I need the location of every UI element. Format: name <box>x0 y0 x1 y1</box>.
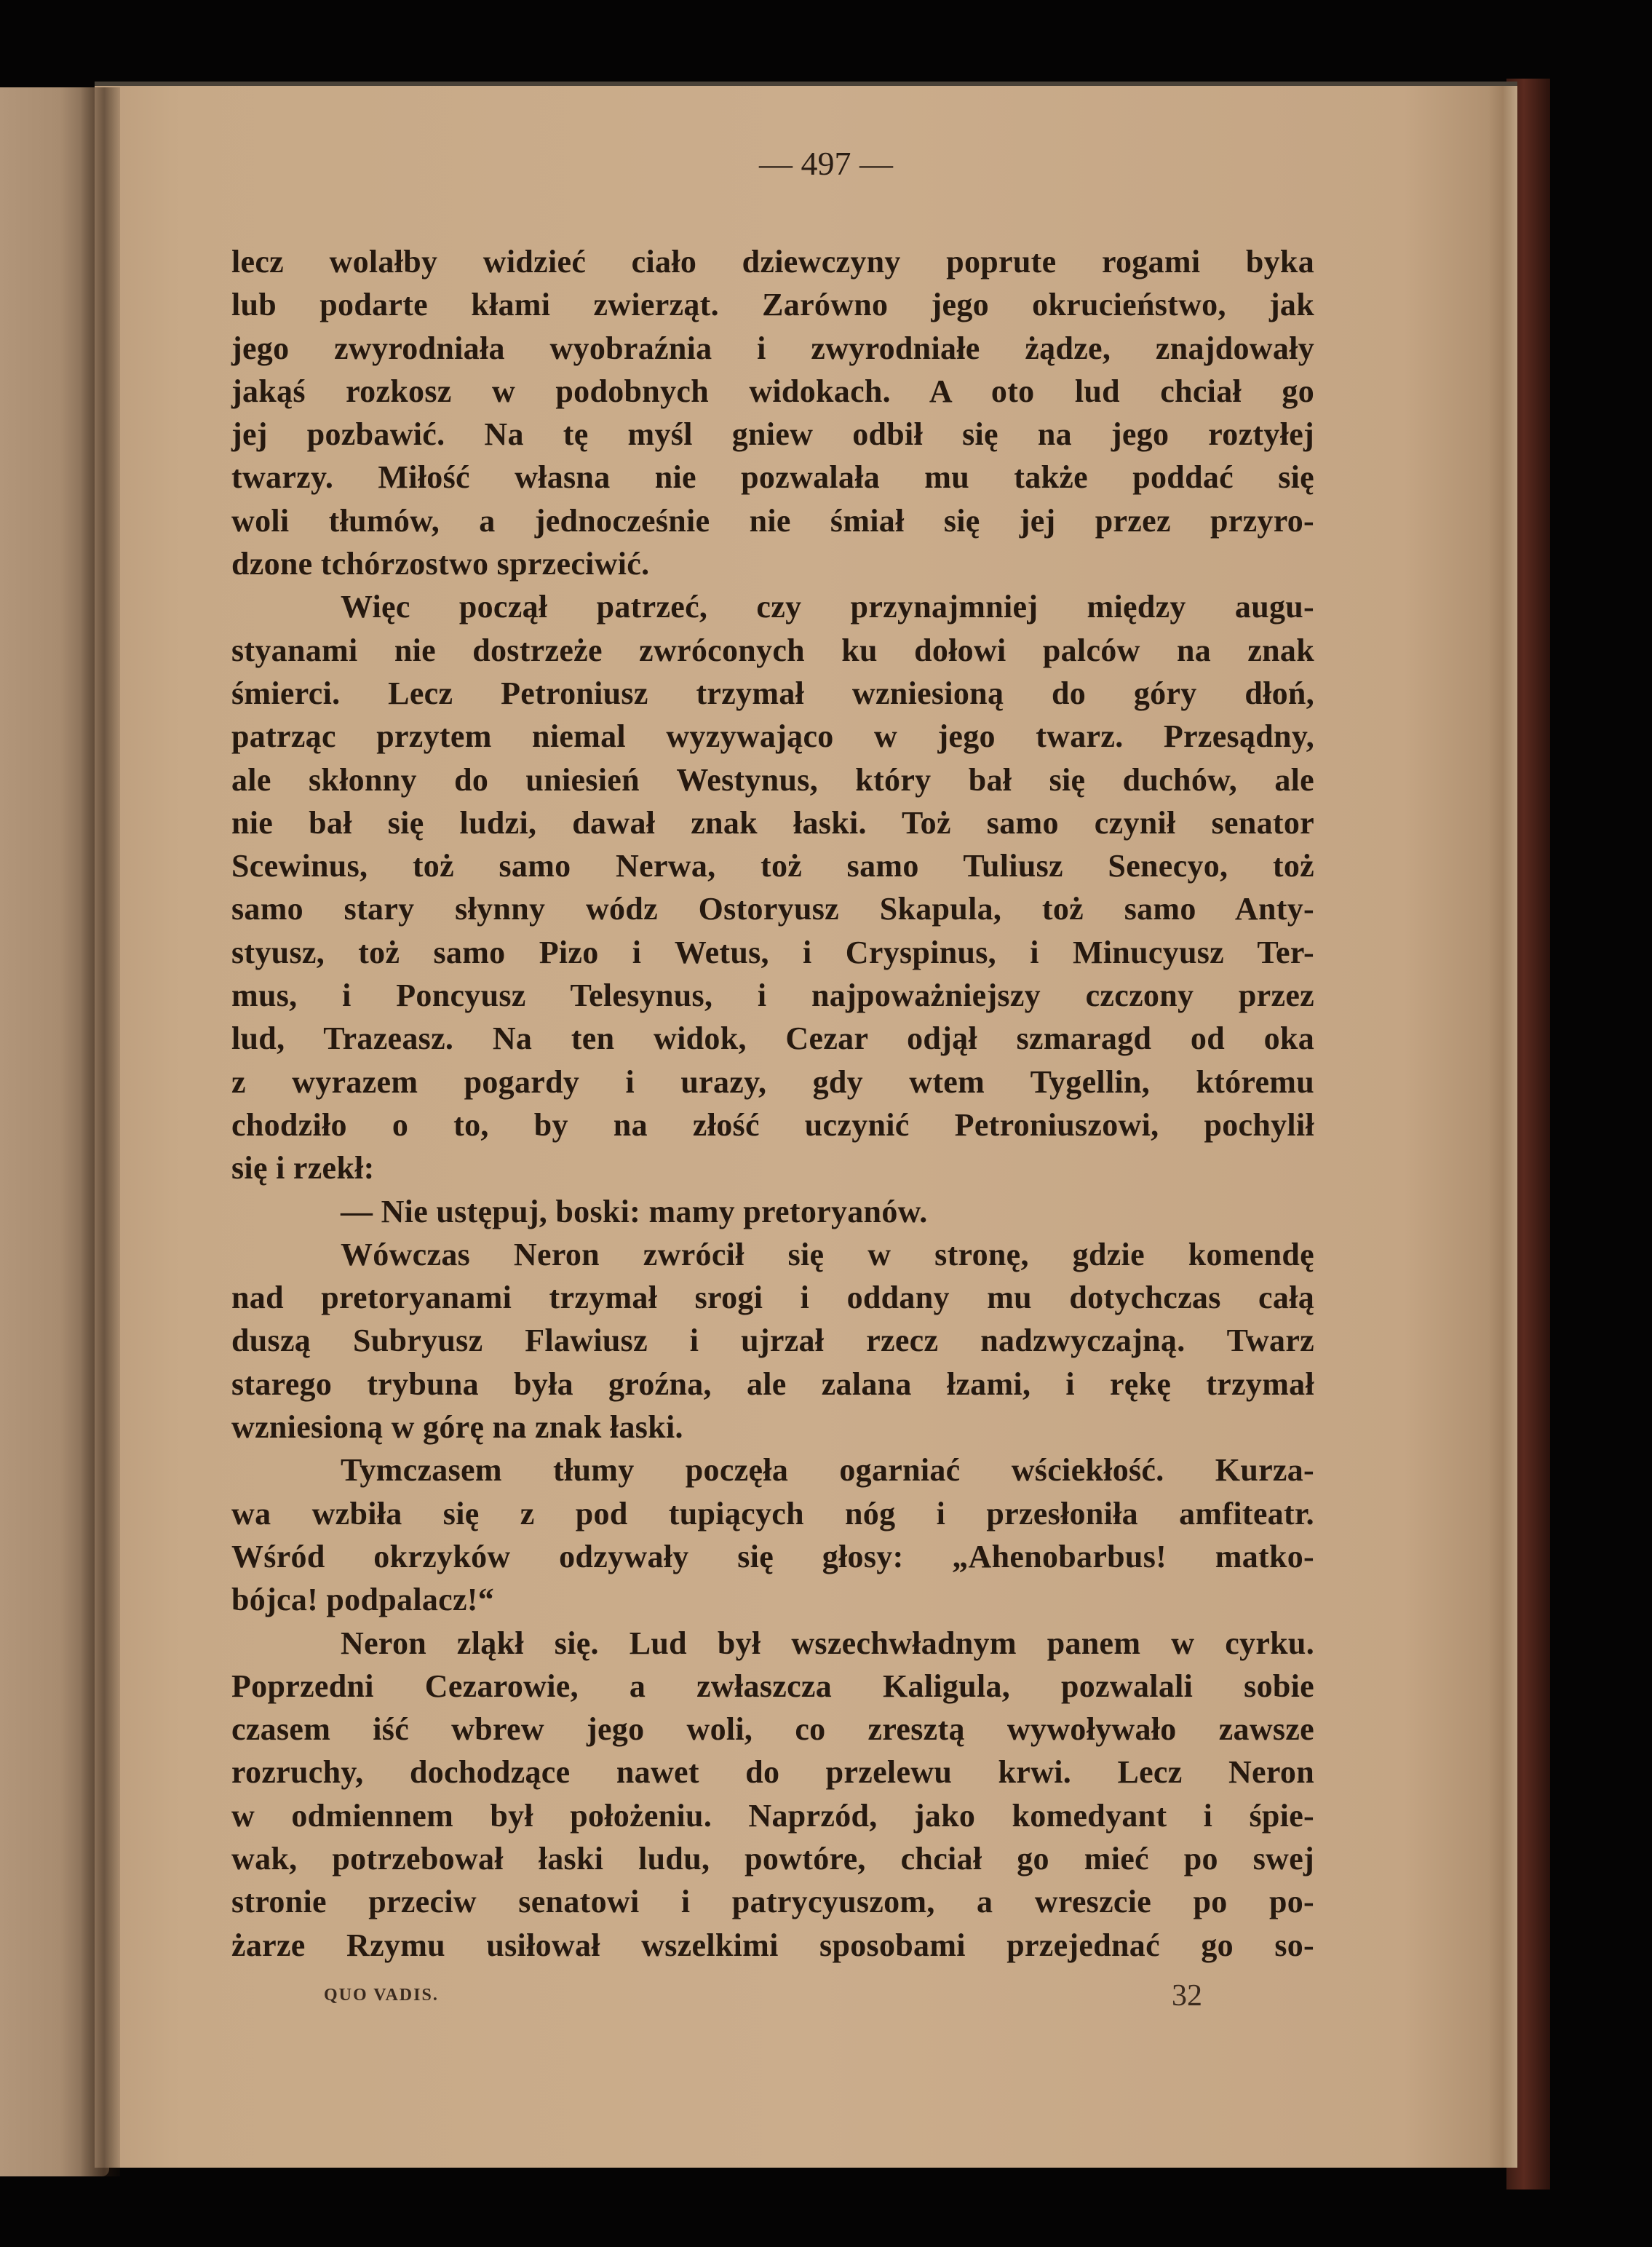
text-line: styusz, toż samo Pizo i Wetus, i Cryspinus, i Minucyusz Ter- <box>231 934 1314 970</box>
text-line: chodziło o to, by na złość uczynić Petroniuszowi, pochylił <box>231 1106 1314 1143</box>
text-line: lub podarte kłami zwierząt. Zarówno jego okrucieństwo, jak <box>231 287 1314 323</box>
text-line: jego zwyrodniała wyobraźnia i zwyrodniałe żądze, znajdowały <box>231 330 1314 366</box>
text-line: woli tłumów, a jednocześnie nie śmiał się jej przez przyro- <box>231 502 1314 539</box>
text-line: w odmiennem był położeniu. Naprzód, jako komedyant i śpie- <box>231 1797 1314 1834</box>
text-line: Scewinus, toż samo Nerwa, toż samo Tuliusz Senecyo, toż <box>231 848 1314 884</box>
spine-shadow <box>80 87 120 2176</box>
text-line: jej pozbawić. Na tę myśl gniew odbił się na jego roztyłej <box>231 416 1314 453</box>
text-line: żarze Rzymu usiłował wszelkimi sposobami przejednać go so- <box>231 1927 1314 1963</box>
text-line: dzone tchórzostwo sprzeciwić. <box>231 546 650 582</box>
text-line: rozruchy, dochodzące nawet do przelewu krwi. Lecz Neron <box>231 1754 1314 1791</box>
text-line: Więc począł patrzeć, czy przynajmniej między augu- <box>341 589 1314 625</box>
text-line: się i rzekł: <box>231 1150 375 1186</box>
page-number: — 497 — <box>759 145 893 182</box>
text-line: wa wzbiła się z pod tupiących nóg i przesłoniła amfiteatr. <box>231 1495 1314 1531</box>
text-line: styanami nie dostrzeże zwróconych ku dołowi palców na znak <box>231 632 1314 668</box>
text-line: — Nie ustępuj, boski: mamy pretoryanów. <box>341 1193 928 1229</box>
text-line: patrząc przytem niemal wyzywająco w jego twarz. Przesądny, <box>231 718 1314 755</box>
page-footer <box>0 1978 1652 2022</box>
text-line: lud, Trazeasz. Na ten widok, Cezar odjął szmaragd od oka <box>231 1021 1314 1057</box>
text-line: śmierci. Lecz Petroniusz trzymał wzniesioną do góry dłoń, <box>231 675 1314 711</box>
text-line: duszą Subryusz Flawiusz i ujrzał rzecz nadzwyczajną. Twarz <box>231 1323 1314 1359</box>
text-line: czasem iść wbrew jego woli, co zresztą wywoływało zawsze <box>231 1711 1314 1748</box>
text-line: wzniesioną w górę na znak łaski. <box>231 1409 683 1446</box>
text-line: ale skłonny do uniesień Westynus, który bał się duchów, ale <box>231 761 1314 798</box>
text-line: z wyrazem pogardy i urazy, gdy wtem Tygellin, któremu <box>231 1063 1314 1100</box>
text-line: Tymczasem tłumy poczęła ogarniać wściekłość. Kurza- <box>341 1452 1314 1489</box>
text-line: nad pretoryanami trzymał srogi i oddany mu dotychczas całą <box>231 1280 1314 1316</box>
text-line: wak, potrzebował łaski ludu, powtóre, chciał go mieć po swej <box>231 1840 1314 1877</box>
text-line: Poprzedni Cezarowie, a zwłaszcza Kaligula, pozwalali sobie <box>231 1668 1314 1704</box>
text-line: Neron zląkł się. Lud był wszechwładnym panem w cyrku. <box>341 1625 1314 1661</box>
text-line: bójca! podpalacz!“ <box>231 1582 495 1618</box>
text-line: samo stary słynny wódz Ostoryusz Skapula, toż samo Anty- <box>231 891 1314 927</box>
sheet-number: 32 <box>1172 1979 1202 2013</box>
text-line: twarzy. Miłość własna nie pozwalała mu także poddać się <box>231 459 1314 496</box>
text-line: stronie przeciw senatowi i patrycyuszom, a wreszcie po po- <box>231 1884 1314 1920</box>
text-line: Wówczas Neron zwrócił się w stronę, gdzie komendę <box>341 1236 1314 1272</box>
text-line: lecz wolałby widzieć ciało dziewczyny poprute rogami byka <box>231 244 1314 280</box>
text-line: nie bał się ludzi, dawał znak łaski. Toż samo czynił senator <box>231 804 1314 841</box>
body-text <box>231 240 1314 1967</box>
signature-mark: QUO VADIS. <box>324 1986 439 2005</box>
text-line: Wśród okrzyków odzywały się głosy: „Ahenobarbus! matko- <box>231 1538 1314 1574</box>
text-line: mus, i Poncyusz Telesynus, i najpoważniejszy czczony przez <box>231 978 1314 1014</box>
text-line: jakąś rozkosz w podobnych widokach. A oto lud chciał go <box>231 373 1314 409</box>
text-line: starego trybuna była groźna, ale zalana łzami, i rękę trzymał <box>231 1366 1314 1402</box>
